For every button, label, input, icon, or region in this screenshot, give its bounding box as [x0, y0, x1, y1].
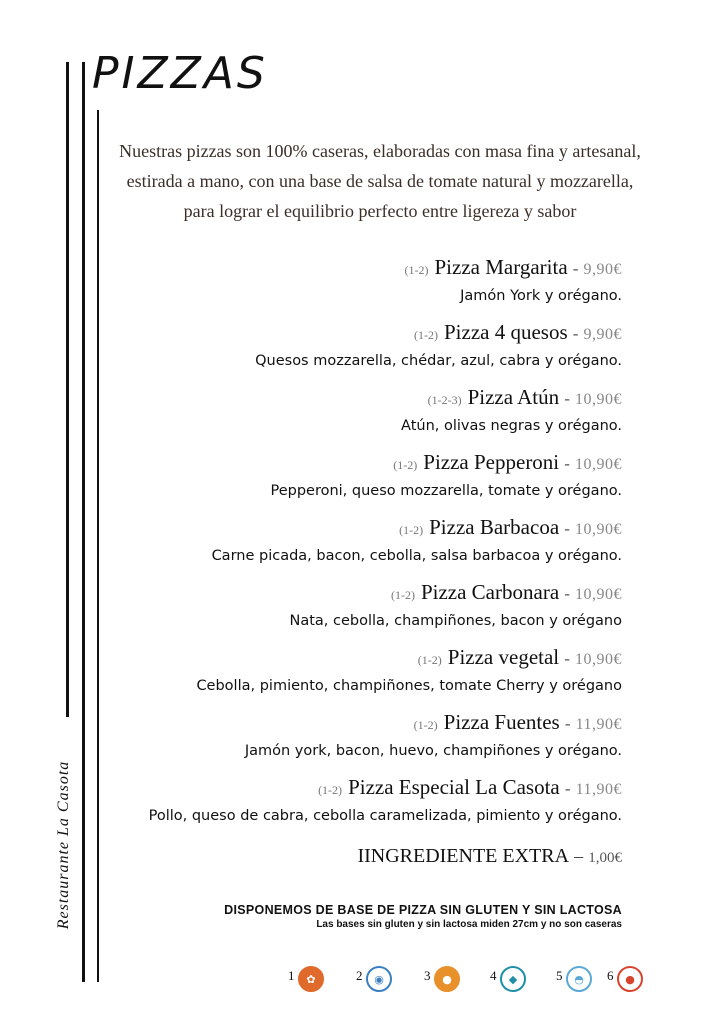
item-price: 9,90€: [583, 261, 622, 278]
item-price: 10,90€: [575, 586, 622, 603]
wheat-icon: ✿: [298, 966, 324, 992]
item-description: Jamón york, bacon, huevo, champiñones y orégano.: [244, 743, 622, 759]
allergen-code: (1-2): [413, 328, 438, 342]
allergen-number: 2: [356, 968, 363, 983]
menu-item: [100, 317, 622, 382]
item-price: 10,90€: [575, 521, 622, 538]
allergen-code: (1-2): [393, 458, 418, 472]
price-separator: -: [572, 259, 579, 278]
restaurant-name-vertical: Restaurante La Casota: [55, 760, 72, 930]
gluten-free-notice: [224, 902, 622, 932]
item-name: Pizza Especial La Casota: [348, 775, 560, 799]
allergen-number: 1: [288, 968, 295, 983]
item-price: 11,90€: [575, 781, 622, 798]
menu-item: [100, 447, 622, 512]
item-name: Pizza Margarita: [434, 255, 568, 279]
item-name: Pizza vegetal: [447, 645, 560, 669]
item-price: 11,90€: [575, 716, 622, 733]
item-description: Carne picada, bacon, cebolla, salsa barbacoa y orégano.: [211, 548, 622, 564]
pizza-menu: [100, 252, 622, 837]
menu-item: [100, 252, 622, 317]
allergen-code: (1-2): [413, 718, 438, 732]
extra-ingredient-price: 1,00€: [588, 850, 622, 866]
allergen-number: 4: [490, 968, 497, 983]
notice-detail: Las bases sin gluten y sin lactosa miden 27cm y no son caseras: [316, 919, 622, 930]
extra-ingredient: [357, 845, 622, 868]
item-name: Pizza 4 quesos: [443, 320, 568, 344]
page-title: PIZZAS: [92, 48, 268, 99]
menu-item: [100, 707, 622, 772]
left-rule-thin: [97, 110, 99, 982]
item-description: Cebolla, pimiento, champiñones, tomate Cherry y orégano: [196, 678, 622, 694]
allergen-code: (1-2): [390, 588, 415, 602]
price-separator: -: [564, 389, 570, 408]
price-separator: -: [564, 519, 570, 538]
allergen-code: (1-2): [318, 783, 343, 797]
allergen-code: (1-2): [404, 263, 429, 277]
egg-icon: ●: [434, 966, 460, 992]
allergen-code: (1-2): [417, 653, 442, 667]
price-separator: -: [572, 324, 579, 343]
price-separator: -: [564, 454, 570, 473]
item-description: Pepperoni, queso mozzarella, tomate y orégano.: [270, 483, 622, 499]
item-description: Pollo, queso de cabra, cebolla caramelizada, pimiento y orégano.: [148, 808, 622, 824]
item-name: Pizza Atún: [467, 385, 560, 409]
item-price: 9,90€: [583, 326, 622, 343]
price-separator: –: [574, 846, 584, 866]
extra-ingredient-label: IINGREDIENTE EXTRA: [357, 845, 570, 867]
item-description: Quesos mozzarella, chédar, azul, cabra y orégano.: [255, 353, 622, 369]
allergen-code: (1-2-3): [427, 393, 462, 407]
menu-item: [100, 642, 622, 707]
allergen-legend: [0, 962, 724, 1002]
allergen-number: 6: [607, 968, 614, 983]
item-price: 10,90€: [575, 456, 622, 473]
milk-icon: ◉: [366, 966, 392, 992]
item-name: Pizza Carbonara: [420, 580, 560, 604]
price-separator: -: [564, 779, 571, 798]
allergen-number: 5: [556, 968, 563, 983]
item-description: Nata, cebolla, champiñones, bacon y orégano: [289, 613, 622, 629]
notice-headline: DISPONEMOS DE BASE DE PIZZA SIN GLUTEN Y SIN LACTOSA: [224, 903, 622, 917]
item-name: Pizza Pepperoni: [423, 450, 560, 474]
item-description: Atún, olivas negras y orégano.: [401, 418, 622, 434]
allergen-number: 3: [424, 968, 431, 983]
left-rule-outer: [66, 62, 69, 717]
price-separator: -: [564, 649, 570, 668]
menu-item: [100, 577, 622, 642]
item-name: Pizza Fuentes: [443, 710, 560, 734]
shrimp-icon: ●: [617, 966, 643, 992]
item-price: 10,90€: [575, 391, 622, 408]
item-name: Pizza Barbacoa: [429, 515, 560, 539]
item-price: 10,90€: [575, 651, 622, 668]
fish-icon: ◆: [500, 966, 526, 992]
shell-icon: ◓: [566, 966, 592, 992]
allergen-code: (1-2): [399, 523, 424, 537]
menu-item: [100, 382, 622, 447]
price-separator: -: [564, 714, 571, 733]
price-separator: -: [564, 584, 570, 603]
menu-item: [100, 772, 622, 837]
intro-text: Nuestras pizzas son 100% caseras, elaboradas con masa fina y artesanal, estirada a mano, con una base de salsa de tomate natural y mozzarella, para lograr el equilibrio perfecto entre ligereza y sabor: [119, 141, 641, 221]
left-rule-inner: [82, 62, 85, 982]
item-description: Jamón York y orégano.: [460, 288, 622, 304]
menu-item: [100, 512, 622, 577]
